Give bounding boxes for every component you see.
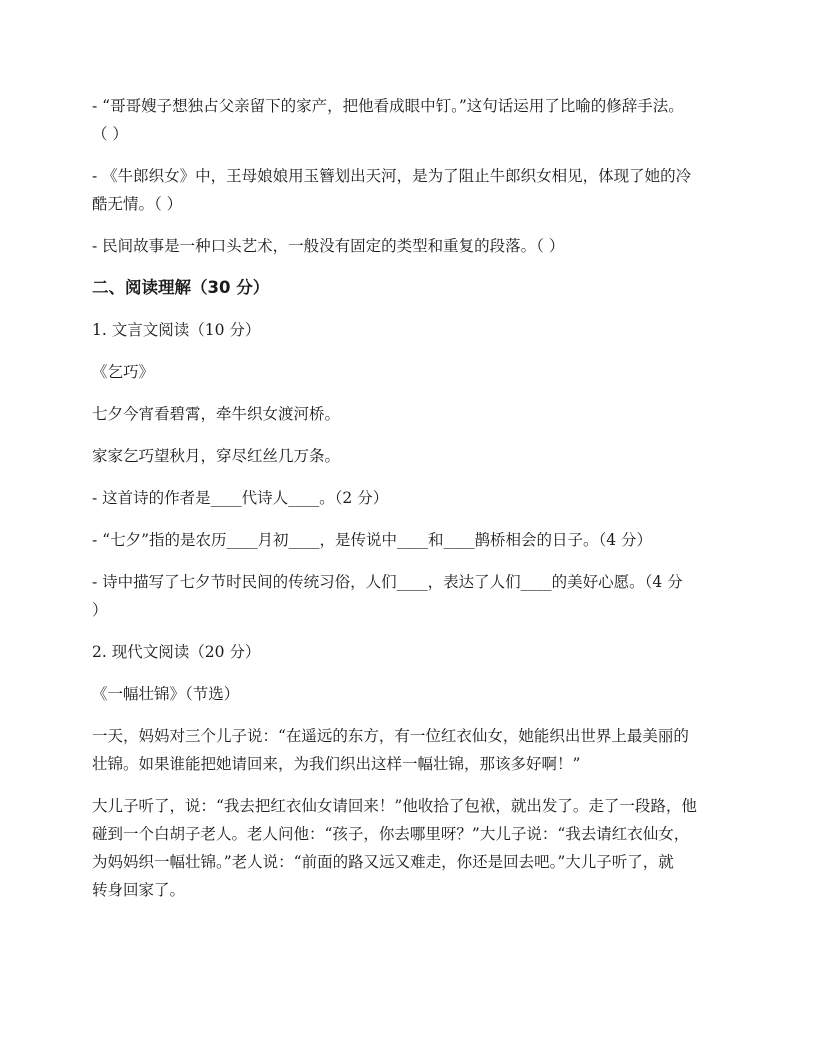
text-line: 1. 文言文阅读（10 分） bbox=[92, 321, 261, 339]
text-line: - 《牛郎织女》中，王母娘娘用玉簪划出天河，是为了阻止牛郎织女相见，体现了她的冷 bbox=[92, 167, 692, 185]
judgement-item-2 bbox=[92, 162, 724, 218]
text-line: 为妈妈织一幅壮锦。”老人说：“前面的路又远又难走，你还是回去吧。”大儿子听了，就 bbox=[92, 853, 674, 871]
text-line: 大儿子听了，说：“我去把红衣仙女请回来！”他收拾了包袱，就出发了。走了一段路，他 bbox=[92, 797, 697, 815]
text-line: ） bbox=[92, 601, 108, 619]
text-line: 《乞巧》 bbox=[92, 363, 155, 381]
text-line: 2. 现代文阅读（20 分） bbox=[92, 643, 261, 661]
document-page bbox=[92, 92, 724, 918]
text-line: 转身回家了。 bbox=[92, 881, 186, 899]
part2-title bbox=[92, 638, 724, 666]
text-line: 家家乞巧望秋月，穿尽红丝几万条。 bbox=[92, 447, 341, 465]
judgement-item-1 bbox=[92, 92, 724, 148]
text-line: - “哥哥嫂子想独占父亲留下的家产，把他看成眼中钉。”这句话运用了比喻的修辞手法。 bbox=[92, 97, 684, 115]
story-title bbox=[92, 680, 724, 708]
text-line: 碰到一个白胡子老人。老人问他：“孩子，你去哪里呀？”大儿子说：“我去请红衣仙女， bbox=[92, 825, 690, 843]
text-line: - 这首诗的作者是____代诗人____。（2 分） bbox=[92, 489, 389, 507]
text-line: - 民间故事是一种口头艺术，一般没有固定的类型和重复的段落。（ ） bbox=[92, 237, 565, 255]
part1-title bbox=[92, 316, 724, 344]
text-line: 壮锦。如果谁能把她请回来，为我们织出这样一幅壮锦，那该多好啊！” bbox=[92, 755, 581, 773]
question-3 bbox=[92, 568, 724, 624]
story-paragraph-2 bbox=[92, 792, 724, 904]
question-1 bbox=[92, 484, 724, 512]
text-line: - “七夕”指的是农历____月初____，是传说中____和____鹊桥相会的日子。（4 分） bbox=[92, 531, 653, 549]
text-line: 七夕今宵看碧霄，牵牛织女渡河桥。 bbox=[92, 405, 341, 423]
text-line: 一天，妈妈对三个儿子说：“在遥远的东方，有一位红衣仙女，她能织出世界上最美丽的 bbox=[92, 727, 689, 745]
text-line: （ ） bbox=[92, 125, 128, 143]
poem-line-1 bbox=[92, 400, 724, 428]
text-line: 《一幅壮锦》（节选） bbox=[92, 685, 240, 703]
section-heading: 二、阅读理解（30 分） bbox=[92, 278, 270, 297]
question-2 bbox=[92, 526, 724, 554]
text-line: 酷无情。（ ） bbox=[92, 195, 183, 213]
poem-line-2 bbox=[92, 442, 724, 470]
judgement-item-3 bbox=[92, 232, 724, 260]
text-line: - 诗中描写了七夕节时民间的传统习俗，人们____，表达了人们____的美好心愿。（4 分 bbox=[92, 573, 683, 591]
poem-title bbox=[92, 358, 724, 386]
story-paragraph-1 bbox=[92, 722, 724, 778]
